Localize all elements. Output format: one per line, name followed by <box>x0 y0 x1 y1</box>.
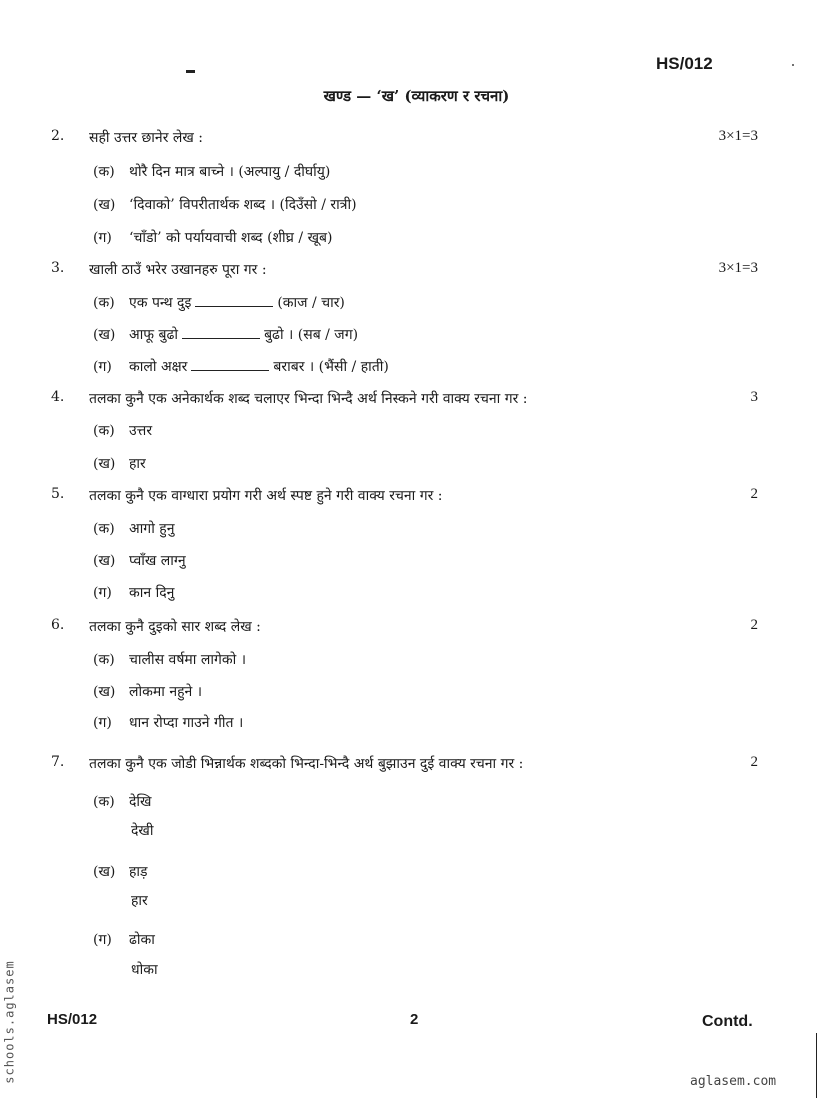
option-label: (क) <box>93 794 115 810</box>
option <box>93 454 146 473</box>
option-label: (क) <box>93 164 115 180</box>
option-text-after: (काज / चार) <box>277 295 345 311</box>
scan-dot <box>792 64 794 66</box>
word-pair-first: हाड़ <box>129 864 148 880</box>
word-pair-first: ढोका <box>129 932 155 948</box>
option <box>93 650 246 669</box>
option-label: (क) <box>93 295 115 311</box>
option-label: (ख) <box>93 684 116 700</box>
option-label: (ख) <box>93 327 116 343</box>
question-number: 7. <box>51 754 65 770</box>
question-2 <box>0 128 833 150</box>
option-text: थोरै दिन मात्र बाच्ने । (अल्पायु / दीर्घायु) <box>129 164 331 180</box>
paper-code-header: HS/012 <box>656 54 713 73</box>
option-label: (क) <box>93 652 115 668</box>
option <box>93 519 174 538</box>
option-text: ‘दिवाको’ विपरीतार्थक शब्द । (दिउँसो / रात्री) <box>129 197 357 213</box>
option <box>93 713 243 732</box>
option-text: उत्तर <box>129 423 153 439</box>
option <box>93 325 358 344</box>
scan-edge-line <box>816 1033 817 1098</box>
option-label: (ग) <box>93 585 112 601</box>
option-text: ‘चाँडो’ को पर्यायवाची शब्द (शीघ्र / खूब) <box>129 230 333 246</box>
question-marks: 2 <box>750 617 758 633</box>
option-text: कान दिनु <box>129 585 175 601</box>
option <box>93 792 152 811</box>
word-pair-second: धोका <box>131 962 158 978</box>
word-pair-first: देखि <box>129 794 152 810</box>
question-marks: 3 <box>750 389 758 405</box>
option-text-after: बराबर । (भैंसी / हाती) <box>273 359 389 375</box>
section-title: खण्ड — ‘ख’ (व्याकरण र रचना) <box>323 87 510 105</box>
question-text: सही उत्तर छानेर लेख : <box>89 130 203 146</box>
question-6 <box>0 617 833 639</box>
option-label: (ग) <box>93 932 112 948</box>
option <box>93 682 202 701</box>
question-marks: 3×1=3 <box>718 128 758 144</box>
watermark-side: schools.aglasem <box>2 960 17 1084</box>
option-label: (ख) <box>93 553 116 569</box>
question-3 <box>0 260 833 282</box>
word-pair-second: हार <box>131 893 148 909</box>
option-label: (ग) <box>93 230 112 246</box>
question-text: तलका कुनै दुइको सार शब्द लेख : <box>89 619 261 635</box>
question-text: तलका कुनै एक जोडी भिन्नार्थक शब्दको भिन्दा-भिन्दै अर्थ बुझाउन दुई वाक्य रचना गर : <box>89 756 524 772</box>
scan-mark <box>186 70 195 73</box>
question-number: 5. <box>51 486 65 502</box>
option <box>93 862 148 881</box>
page-number: 2 <box>410 1011 419 1028</box>
option-label: (क) <box>93 423 115 439</box>
question-5 <box>0 486 833 508</box>
question-marks: 2 <box>750 486 758 502</box>
option-label: (ख) <box>93 197 116 213</box>
question-4 <box>0 389 833 411</box>
option-text-before: आफू बुढो <box>129 327 179 343</box>
question-marks: 2 <box>750 754 758 770</box>
fill-blank <box>195 294 273 307</box>
fill-blank <box>182 326 260 339</box>
question-number: 2. <box>51 128 65 144</box>
option-text: प्वाँख लाग्नु <box>129 553 186 569</box>
question-marks: 3×1=3 <box>718 260 758 276</box>
option <box>93 421 152 440</box>
option-label: (ग) <box>93 359 112 375</box>
option <box>93 583 174 602</box>
option-text: हार <box>129 456 146 472</box>
option <box>93 357 389 376</box>
question-number: 6. <box>51 617 65 633</box>
option-label: (ख) <box>93 864 116 880</box>
option <box>93 293 345 312</box>
question-text: तलका कुनै एक अनेकार्थक शब्द चलाएर भिन्दा भिन्दै अर्थ निस्कने गरी वाक्य रचना गर : <box>89 391 528 407</box>
option <box>93 930 155 949</box>
word-pair-second: देखी <box>131 823 154 839</box>
question-7 <box>0 754 833 776</box>
option-text: चालीस वर्षमा लागेको । <box>129 652 247 668</box>
option-text: आगो हुनु <box>129 521 175 537</box>
option-text: लोकमा नहुने । <box>129 684 203 700</box>
option <box>93 228 332 247</box>
option <box>93 162 330 181</box>
fill-blank <box>191 358 269 371</box>
question-text: खाली ठाउँ भरेर उखानहरु पूरा गर : <box>89 262 267 278</box>
continued-label: Contd. <box>702 1013 753 1030</box>
option-text: धान रोप्दा गाउने गीत । <box>129 715 244 731</box>
option <box>93 195 357 214</box>
question-number: 3. <box>51 260 65 276</box>
option-text-before: एक पन्थ दुइ <box>129 295 192 311</box>
option-text-before: कालो अक्षर <box>129 359 188 375</box>
option <box>93 551 186 570</box>
watermark-bottom: aglasem.com <box>690 1074 777 1089</box>
question-text: तलका कुनै एक वाग्धारा प्रयोग गरी अर्थ स्पष्ट हुने गरी वाक्य रचना गर : <box>89 488 443 504</box>
question-number: 4. <box>51 389 65 405</box>
option-label: (ख) <box>93 456 116 472</box>
paper-code-footer: HS/012 <box>47 1011 98 1028</box>
option-label: (क) <box>93 521 115 537</box>
option-text-after: बुढो । (सब / जग) <box>264 327 359 343</box>
option-label: (ग) <box>93 715 112 731</box>
